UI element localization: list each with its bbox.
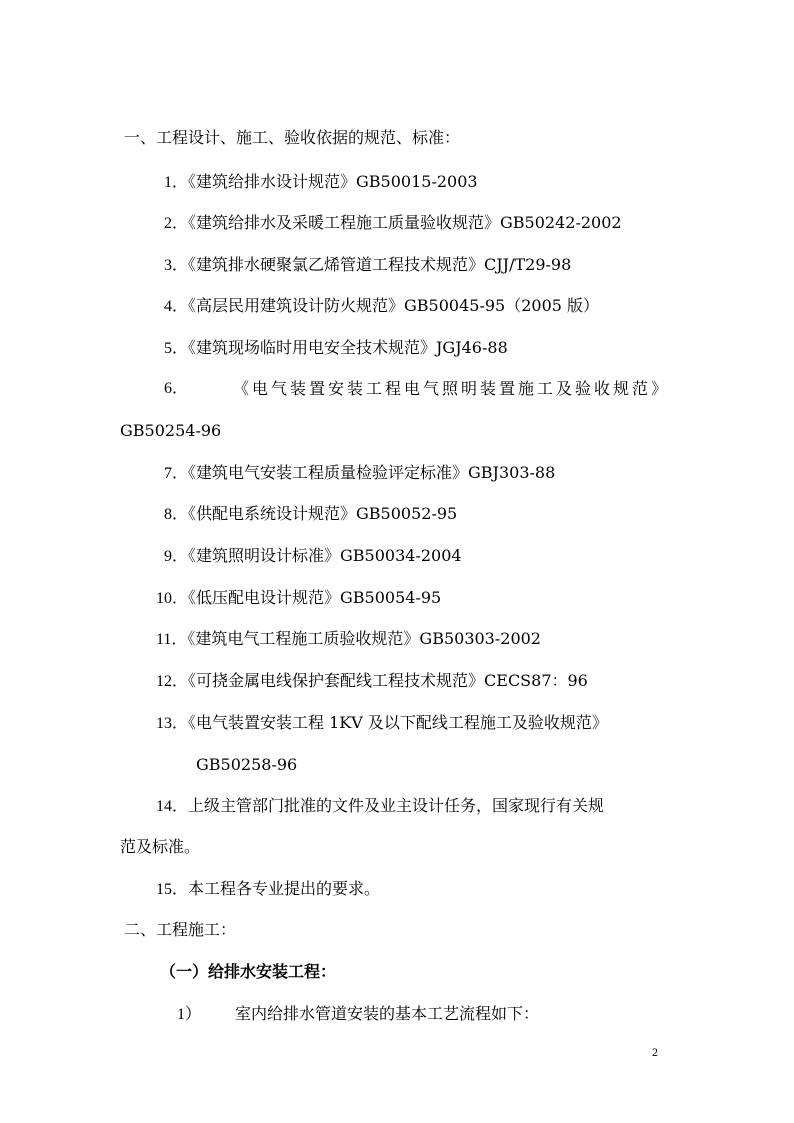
item-text: 《低压配电设计规范》GB50054-95 [188, 588, 442, 607]
step-text: 室内给排水管道安装的基本工艺流程如下： [235, 1004, 540, 1023]
list-item-6 [164, 379, 670, 399]
item-text: 《建筑给排水及采暖工程施工质量验收规范》GB50242-2002 [188, 213, 622, 232]
list-item-13 [156, 713, 608, 734]
step-number: 1） [177, 1006, 202, 1023]
step-item [177, 1004, 539, 1025]
subsection-heading: （一）给排水安装工程： [160, 962, 337, 981]
item-number: 9． [164, 548, 189, 565]
list-item-14 [156, 796, 604, 817]
list-item-1 [164, 172, 478, 193]
section-heading-2: 二、工程施工： [124, 920, 237, 939]
list-item-15 [156, 879, 380, 900]
item-number: 14． [156, 798, 189, 815]
list-item-7 [164, 463, 555, 484]
item-text: 《建筑照明设计标准》GB50034-2004 [188, 546, 462, 565]
item-number: 15． [156, 881, 189, 898]
page-number: 2 [652, 1045, 658, 1059]
list-item-11 [156, 629, 541, 650]
list-item-6-continuation: GB50254-96 [120, 421, 222, 440]
item-text: 上级主管部门批准的文件及业主设计任务，国家现行有关规 [188, 796, 605, 815]
section-heading-1: 一、工程设计、施工、验收依据的规范、标准： [124, 128, 461, 147]
list-item-4 [164, 296, 599, 317]
item-number: 4． [164, 298, 189, 315]
list-item-12 [156, 671, 588, 692]
item-text: 《供配电系统设计规范》GB50052-95 [188, 504, 458, 523]
item-number: 8． [164, 506, 189, 523]
item-number: 2． [164, 215, 189, 232]
item-text: 《建筑现场临时用电安全技术规范》JGJ46-88 [188, 338, 508, 357]
item-number: 5． [164, 340, 189, 357]
list-item-5 [164, 338, 508, 359]
item-text: 本工程各专业提出的要求。 [188, 879, 381, 898]
list-item-3 [164, 255, 571, 276]
item-text: 《高层民用建筑设计防火规范》GB50045-95（2005 版） [188, 296, 600, 315]
item-number: 7． [164, 465, 189, 482]
item-text: 《建筑排水硬聚氯乙烯管道工程技术规范》CJJ/T29-98 [188, 255, 572, 274]
item-number: 3． [164, 257, 189, 274]
item-text: 《建筑给排水设计规范》GB50015-2003 [188, 172, 478, 191]
item-number: 13． [156, 715, 189, 732]
item-text: 《电气装置安装工程 1KV 及以下配线工程施工及验收规范》 [188, 713, 608, 732]
list-item-13-continuation: GB50258-96 [196, 755, 298, 774]
item-number: 10． [156, 590, 189, 607]
item-number: 11． [156, 631, 188, 648]
item-number: 1． [164, 174, 189, 191]
item-text: 《电气装置安装工程电气照明装置施工及验收规范》 [232, 379, 670, 398]
list-item-9 [164, 546, 462, 567]
item-number: 6． [164, 380, 189, 397]
item-text: 《建筑电气工程施工质验收规范》GB50303-2002 [187, 629, 541, 648]
item-text: 《可挠金属电线保护套配线工程技术规范》CECS87：96 [188, 671, 588, 690]
list-item-8 [164, 504, 457, 525]
list-item-14-continuation: 范及标准。 [120, 837, 201, 856]
list-item-2 [164, 213, 622, 234]
item-text: 《建筑电气安装工程质量检验评定标准》GBJ303-88 [188, 463, 556, 482]
list-item-10 [156, 588, 441, 609]
item-number: 12． [156, 673, 189, 690]
